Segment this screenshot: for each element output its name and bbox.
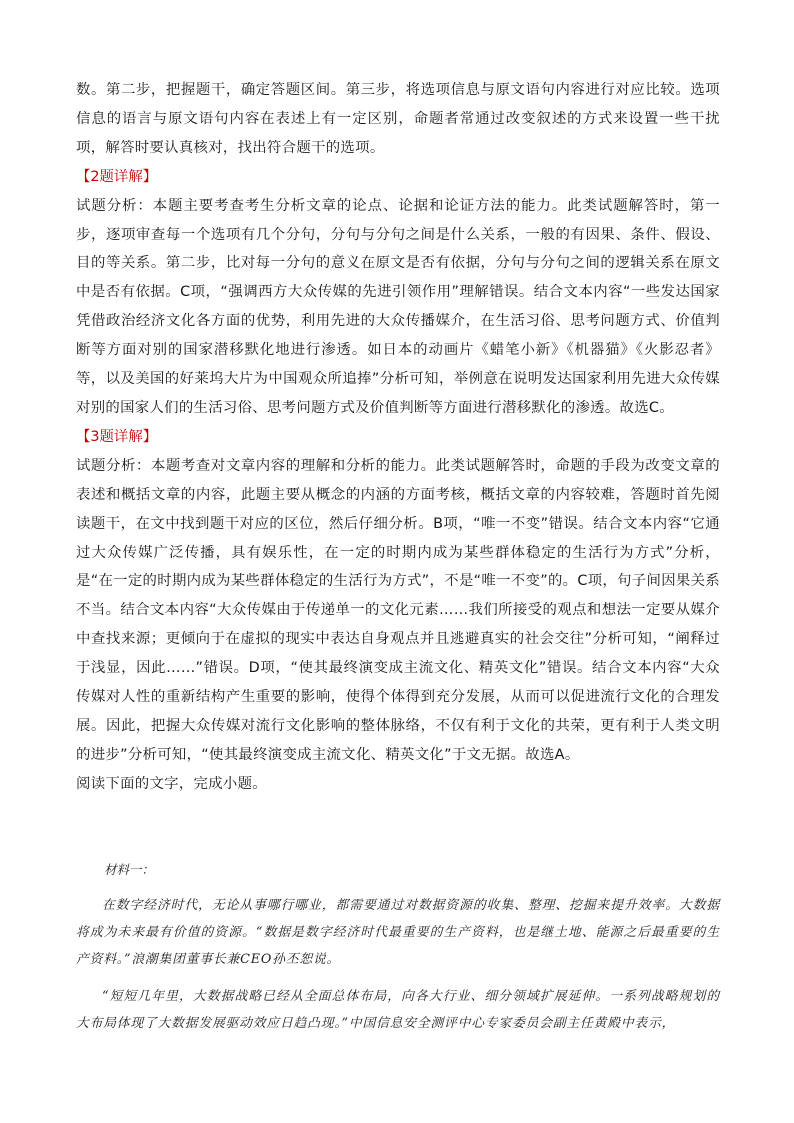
material-paragraph-1: 在数字经济时代，无论从事哪行哪业，都需要通过对数据资源的收集、整理、挖掘来提升效率。大数据将成为未来最有价值的资源。“数据是数字经济时代最重要的生产资料，也是继土地、能源之后最重要的生产资料。”浪潮集团董事长兼CEO孙丕恕说。: [76, 898, 720, 967]
q2-heading: 【2题详解】: [76, 168, 158, 185]
material-one-section: [76, 860, 720, 1037]
q3-analysis-paragraph: 试题分析：本题考查对文章内容的理解和分析的能力。此类试题解答时，命题的手段为改变文章的表述和概括文章的内容，此题主要从概念的内涵的方面考核，概括文章的内容较难，答题时首先阅读题干，在文中找到题干对应的区位，然后仔细分析。B项，“唯一不变”错误。结合文本内容“它通过大众传媒广泛传播，具有娱乐性，在一定的时期内成为某些群体稳定的生活行为方式”分析，是“在一定的时期内成为某些群体稳定的生活行为方式”，不是“唯一不变”的。C项，句子间因果关系不当。结合文本内容“大众传媒由于传递单一的文化元素……我们所接受的观点和想法一定要从媒介中查找来源；更倾向于在虚拟的现实中表达自身观点并且逃避真实的社会交往”分析可知，“阐释过于浅显，因此……”错误。D项，“使其最终演变成主流文化、精英文化”错误。结合文本内容“大众传媒对人性的重新结构产生重要的影响，使得个体得到充分发展，从而可以促进流行文化的合理发展。因此，把握大众传媒对流行文化影响的整体脉络，不仅有利于文化的共荣，更有利于人类文明的进步”分析可知，“使其最终演变成主流文化、精英文化”于文无据。故选A。: [76, 457, 720, 763]
q2-analysis-paragraph: 试题分析：本题主要考查考生分析文章的论点、论据和论证方法的能力。此类试题解答时，第一步，逐项审查每一个选项有几个分句，分句与分句之间是什么关系，一般的有因果、条件、假设、目的等关系。第二步，比对每一分句的意义在原文是否有依据，分句与分句之间的逻辑关系在原文中是否有依据。C项，“强调西方大众传媒的先进引领作用”理解错误。结合文本内容“一些发达国家凭借政治经济文化各方面的优势，利用先进的大众传播媒介，在生活习俗、思考问题方式、价值判断等方面对别的国家潜移默化地进行渗透。如日本的动画片《蜡笔小新》《机器猫》《火影忍者》等，以及美国的好莱坞大片为中国观众所追捧”分析可知，举例意在说明发达国家利用先进大众传媒对别的国家人们的生活习俗、思考问题方式及价值判断等方面进行潜移默化的渗透。故选C。: [76, 197, 720, 416]
material-paragraph-2: “短短几年里，大数据战略已经从全面总体布局，向各大行业、细分领域扩展延伸。一系列战略规划的大布局体现了大数据发展驱动效应日趋凸现。”中国信息安全测评中心专家委员会副主任黄殿中表示，: [76, 989, 720, 1031]
q3-heading: 【3题详解】: [76, 428, 158, 445]
reading-instruction: 阅读下面的文字，完成小题。: [76, 775, 267, 792]
answer-section: [76, 76, 720, 799]
material-label: 材料一：: [104, 862, 155, 877]
intro-paragraph: 数。第二步，把握题干，确定答题区间。第三步，将选项信息与原文语句内容进行对应比较。选项信息的语言与原文语句内容在表述上有一定区别，命题者常通过改变叙述的方式来设置一些干扰项，解答时要认真核对，找出符合题干的选项。: [76, 82, 720, 156]
